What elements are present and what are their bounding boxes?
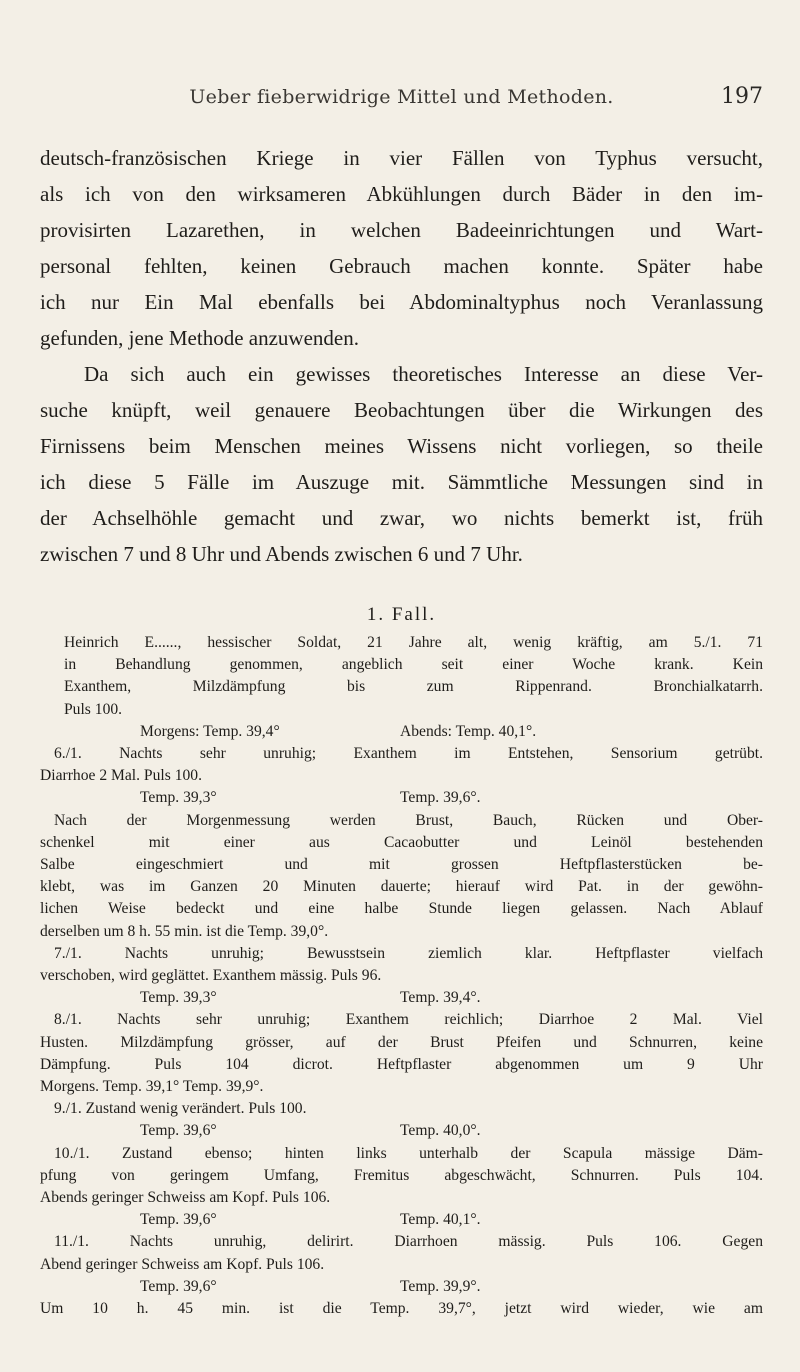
case-line: Salbe eingeschmiert und mit grossen Heftpflasterstücken be- [40, 856, 763, 874]
evening-temp: Abends: Temp. 40,1°. [400, 722, 537, 740]
paragraph-2 [40, 356, 763, 572]
case-line: 6./1. Nachts sehr unruhig; Exanthem im Entstehen, Sensorium getrübt. [54, 745, 763, 763]
case-line: in Behandlung genommen, angeblich seit einer Woche krank. Kein [64, 656, 763, 674]
case-line: schenkel mit einer aus Cacaobutter und Leinöl bestehenden [40, 833, 763, 851]
evening-temp: Temp. 39,9°. [400, 1277, 481, 1295]
page-number: 197 [721, 84, 763, 109]
paragraph-1 [40, 140, 763, 356]
text-line: suche knüpft, weil genauere Beobachtungen über die Wirkungen des [40, 398, 763, 422]
text-line: als ich von den wirksameren Abkühlungen durch Bäder in den im- [40, 182, 763, 206]
page-header [40, 86, 763, 116]
intro-text [40, 140, 763, 572]
text-line: deutsch-französischen Kriege in vier Fällen von Typhus versucht, [40, 146, 763, 170]
morning-temp: Temp. 39,6° [140, 1122, 217, 1140]
case-line: 9./1. Zustand wenig verändert. Puls 100. [54, 1100, 307, 1118]
evening-temp: Temp. 39,6°. [400, 789, 481, 807]
evening-temp: Temp. 40,0°. [400, 1122, 481, 1140]
text-line: personal fehlten, keinen Gebrauch machen konnte. Später habe [40, 254, 763, 278]
text-line: ich diese 5 Fälle im Auszuge mit. Sämmtliche Messungen sind in [40, 470, 763, 494]
temperature-row [40, 787, 763, 809]
temperature-row [40, 721, 763, 743]
case-line: pfung von geringem Umfang, Fremitus abgeschwächt, Schnurren. Puls 104. [40, 1166, 763, 1184]
case-line: Dämpfung. Puls 104 dicrot. Heftpflaster abgenommen um 9 Uhr [40, 1055, 763, 1073]
case-title: 1. Fall. [366, 604, 437, 625]
case-line: Um 10 h. 45 min. ist die Temp. 39,7°, jetzt wird wieder, wie am [40, 1300, 763, 1318]
morning-temp: Morgens: Temp. 39,4° [140, 722, 280, 740]
case-line: Abend geringer Schweiss am Kopf. Puls 106. [40, 1255, 325, 1273]
case-line: 7./1. Nachts unruhig; Bewusstsein ziemlich klar. Heftpflaster vielfach [54, 944, 763, 962]
evening-temp: Temp. 39,4°. [400, 989, 481, 1007]
case-line: derselben um 8 h. 55 min. ist die Temp. 39,0°. [40, 922, 329, 940]
morning-temp: Temp. 39,6° [140, 1211, 217, 1229]
temperature-row [40, 1209, 763, 1231]
case-line: 11./1. Nachts unruhig, delirirt. Diarrhoen mässig. Puls 106. Gegen [54, 1233, 763, 1251]
body-text [40, 140, 763, 1320]
case-line: Puls 100. [64, 700, 123, 718]
text-line: ich nur Ein Mal ebenfalls bei Abdominaltyphus noch Veranlassung [40, 290, 763, 314]
case-line: Diarrhoe 2 Mal. Puls 100. [40, 767, 202, 785]
temperature-row [40, 1120, 763, 1142]
case-line: verschoben, wird geglättet. Exanthem mässig. Puls 96. [40, 967, 382, 985]
case-line: klebt, was im Ganzen 20 Minuten dauerte; hierauf wird Pat. in der gewöhn- [40, 878, 763, 896]
temperature-row [40, 1276, 763, 1298]
case-line: Abends geringer Schweiss am Kopf. Puls 106. [40, 1189, 331, 1207]
text-line: gefunden, jene Methode anzuwenden. [40, 326, 359, 350]
temperature-row [40, 987, 763, 1009]
case-report [40, 632, 763, 1320]
running-title: Ueber fieberwidrige Mittel und Methoden. [189, 86, 614, 108]
case-line: Heinrich E......, hessischer Soldat, 21 Jahre alt, wenig kräftig, am 5./1. 71 [64, 634, 763, 651]
case-line: 8./1. Nachts sehr unruhig; Exanthem reichlich; Diarrhoe 2 Mal. Viel [54, 1011, 763, 1029]
case-line: Husten. Milzdämpfung grösser, auf der Brust Pfeifen und Schnurren, keine [40, 1033, 763, 1051]
case-line: Nach der Morgenmessung werden Brust, Bauch, Rücken und Ober- [54, 811, 763, 829]
case-line: lichen Weise bedeckt und eine halbe Stunde liegen gelassen. Nach Ablauf [40, 900, 763, 918]
text-line: der Achselhöhle gemacht und zwar, wo nichts bemerkt ist, früh [40, 506, 763, 530]
morning-temp: Temp. 39,6° [140, 1277, 217, 1295]
morning-temp: Temp. 39,3° [140, 989, 217, 1007]
case-line: 10./1. Zustand ebenso; hinten links unterhalb der Scapula mässige Däm- [54, 1144, 763, 1162]
evening-temp: Temp. 40,1°. [400, 1211, 481, 1229]
text-line: Da sich auch ein gewisses theoretisches Interesse an diese Ver- [84, 362, 763, 386]
text-line: Firnissens beim Menschen meines Wissens nicht vorliegen, so theile [40, 434, 763, 458]
morning-temp: Temp. 39,3° [140, 789, 217, 807]
case-line: Exanthem, Milzdämpfung bis zum Rippenrand. Bronchialkatarrh. [64, 678, 763, 696]
text-line: provisirten Lazarethen, in welchen Badeeinrichtungen und Wart- [40, 218, 763, 242]
case-line: Morgens. Temp. 39,1° Temp. 39,9°. [40, 1078, 264, 1096]
text-line: zwischen 7 und 8 Uhr und Abends zwischen 6 und 7 Uhr. [40, 542, 523, 566]
